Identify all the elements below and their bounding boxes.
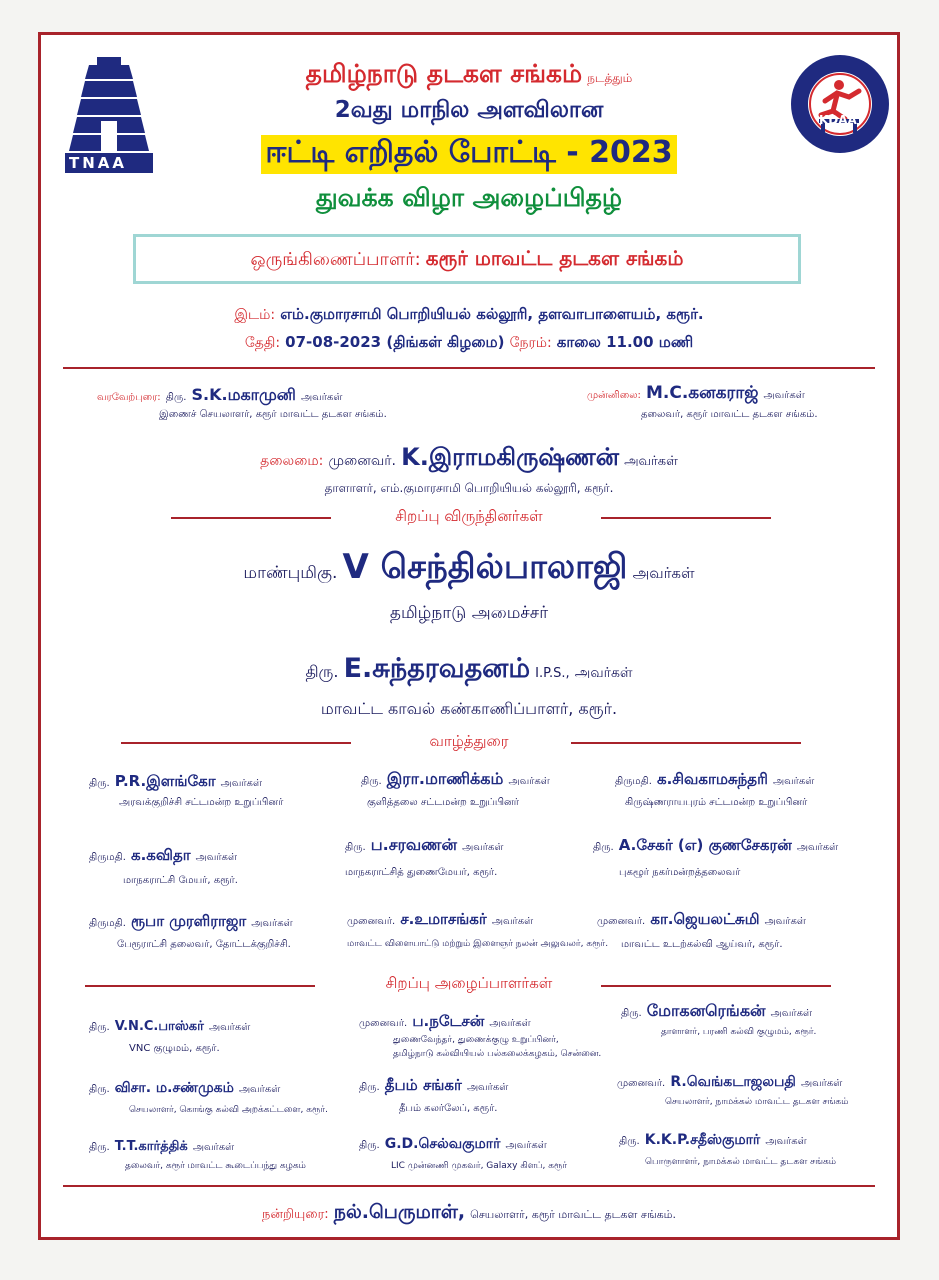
greeting-3: திருமதி. க.சிவகாமசுந்தரி அவர்கள் xyxy=(615,770,815,788)
lead-desc: தலைவர், கரூர் மாவட்ட தடகள சங்கம். xyxy=(641,409,818,420)
greeting-3-desc: கிருஷ்ணராயபுரம் சட்டமன்ற உறுப்பினர் xyxy=(625,797,808,808)
invitee-9-desc: பொருளாளர், நாமக்கல் மாவட்ட தடகள சங்கம் xyxy=(645,1157,837,1167)
invitee-2: முனைவர். ப.நடேசன் அவர்கள் xyxy=(359,1012,531,1030)
invitee-6: முனைவர். R.வெங்கடாஜலபதி அவர்கள் xyxy=(617,1074,843,1090)
guest1-desc: தமிழ்நாடு அமைச்சர் xyxy=(389,603,549,623)
divider xyxy=(63,367,875,369)
guest1: மாண்புமிகு. V செந்தில்பாலாஜி அவர்கள் xyxy=(243,547,695,587)
guest2: திரு. E.சுந்தரவதனம் I.P.S., அவர்கள் xyxy=(305,653,633,684)
greeting-4-desc: மாநகராட்சி மேயர், கரூர். xyxy=(123,875,238,886)
greeting-5: திரு. ப.சரவணன் அவர்கள் xyxy=(345,835,504,854)
special-guests-heading: சிறப்பு விருந்தினர்கள் xyxy=(395,507,543,525)
header-title-line4: துவக்க விழா அழைப்பிதழ் xyxy=(316,183,622,212)
organiser-box xyxy=(133,234,801,284)
invitation-card xyxy=(38,32,900,1240)
venue-line xyxy=(41,304,897,325)
invitee-3: திரு. மோகனரெங்கன் அவர்கள் xyxy=(621,1001,812,1020)
invitee-4-desc: செயலாளர், கொங்கு கல்வி அறக்கட்டளை, கரூர். xyxy=(129,1105,328,1115)
greeting-4: திருமதி. க.கவிதா அவர்கள் xyxy=(89,846,237,864)
guest2-desc: மாவட்ட காவல் கண்காணிப்பாளர், கரூர். xyxy=(320,699,618,718)
lead-speaker: முன்னிலை: M.C.கனகராஜ் அவர்கள் xyxy=(587,383,805,403)
time-label: நேரம்: xyxy=(509,335,552,351)
greeting-2: திரு. இரா.மாணிக்கம் அவர்கள் xyxy=(361,769,550,788)
greeting-1: திரு. P.R.இளங்கோ அவர்கள் xyxy=(89,772,262,790)
invitee-2-desc: துணைவேந்தர், துணைக்குழு உறுப்பினர், xyxy=(393,1035,559,1045)
vote-of-thanks: நன்றியுரை: நல்.பெருமாள், செயலாளர், கரூர் மாவட்ட தடகள சங்கம். xyxy=(261,1201,676,1223)
venue-label: இடம்: xyxy=(234,307,276,323)
invitees-heading: சிறப்பு அழைப்பாளர்கள் xyxy=(385,974,553,992)
greeting-8-desc: மாவட்ட விளையாட்டு மற்றும் இளைஞர் நலன் அலுவலர், கரூர். xyxy=(347,939,609,949)
welcome-speaker: வரவேற்புரை: திரு. S.K.மகாமுனி அவர்கள் xyxy=(97,385,343,404)
invitee-7-desc: தலைவர், கரூர் மாவட்ட கூடைப்பந்து கழகம் xyxy=(125,1161,306,1171)
greeting-5-desc: மாநகராட்சித் துணைமேயர், கரூர். xyxy=(345,867,498,878)
greeting-7: திருமதி. ரூபா முரளிராஜா அவர்கள் xyxy=(89,912,293,930)
organiser-value: கரூர் மாவட்ட தடகள சங்கம் xyxy=(425,246,684,270)
datetime-line xyxy=(41,332,897,353)
invitee-9: திரு. K.K.P.சதீஸ்குமார் அவர்கள் xyxy=(619,1132,807,1148)
greeting-6: திரு. A.சேகர் (எ) குணசேகரன் அவர்கள் xyxy=(593,836,839,854)
invitee-1: திரு. V.N.C.பாஸ்கர் அவர்கள் xyxy=(89,1019,251,1034)
invitee-1-desc: VNC குழுமம், கரூர். xyxy=(129,1043,220,1054)
event-title: ஈட்டி எறிதல் போட்டி - 2023 xyxy=(261,135,676,174)
date-label: தேதி: xyxy=(244,335,281,351)
org-suffix: நடத்தும் xyxy=(587,71,633,85)
invitee-5: திரு. தீபம் சங்கர் அவர்கள் xyxy=(359,1076,509,1094)
greeting-7-desc: பேரூராட்சி தலைவர், தோட்டக்குறிச்சி. xyxy=(117,939,291,950)
org-title: தமிழ்நாடு தடகள சங்கம் xyxy=(305,59,583,88)
invitee-3-desc: தாளாளர், பரணி கல்வி குழுமம், கரூர். xyxy=(661,1027,817,1037)
time-value: காலை 11.00 மணி xyxy=(556,333,694,351)
header-title-line1 xyxy=(41,59,897,92)
invitee-4: திரு. விசா. ம.சண்முகம் அவர்கள் xyxy=(89,1080,281,1096)
invitee-8-desc: LIC முன்னணி முகவர், Galaxy கிளப், கரூர் xyxy=(391,1161,568,1171)
greeting-8: முனைவர். ச.உமாசங்கர் அவர்கள் xyxy=(347,910,534,928)
greeting-9: முனைவர். கா.ஜெயலட்சுமி அவர்கள் xyxy=(597,910,806,928)
greeting-1-desc: அரவக்குறிச்சி சட்டமன்ற உறுப்பினர் xyxy=(119,797,284,808)
chair-desc: தாளாளர், எம்.குமாரசாமி பொறியியல் கல்லூரி, கரூர். xyxy=(324,481,614,495)
invitee-5-desc: தீபம் கலர்லேப், கரூர். xyxy=(399,1103,498,1114)
venue-value: எம்.குமாரசாமி பொறியியல் கல்லூரி, தளவாபாளையம், கரூர். xyxy=(280,305,704,323)
kdaa-logo-text: KDAA xyxy=(819,113,857,127)
header-title-line2: 2வது மாநில அளவிலான xyxy=(334,97,604,123)
invitee-8: திரு. G.D.செல்வகுமார் அவர்கள் xyxy=(359,1136,547,1152)
greeting-2-desc: குளித்தலை சட்டமன்ற உறுப்பினர் xyxy=(367,797,519,808)
divider xyxy=(63,1185,875,1187)
date-value: 07-08-2023 (திங்கள் கிழமை) xyxy=(285,333,505,351)
welcome-desc: இணைச் செயலாளர், கரூர் மாவட்ட தடகள சங்கம். xyxy=(159,409,387,420)
greetings-heading: வாழ்த்துரை xyxy=(429,732,509,750)
organiser-label: ஒருங்கிணைப்பாளர்: xyxy=(250,249,421,270)
invitee-2-desc2: தமிழ்நாடு கல்வியியல் பல்கலைக்கழகம், சென்னை. xyxy=(393,1049,602,1059)
invitee-6-desc: செயலாளர், நாமக்கல் மாவட்ட தடகள சங்கம் xyxy=(665,1097,849,1107)
chair-speaker: தலைமை: முனைவர். K.இராமகிருஷ்ணன் அவர்கள் xyxy=(260,443,678,471)
tnaa-logo-text: TNAA xyxy=(69,154,128,172)
invitee-7: திரு. T.T.கார்த்திக் அவர்கள் xyxy=(89,1139,235,1154)
header-title-line3 xyxy=(41,135,897,174)
greeting-9-desc: மாவட்ட உடற்கல்வி ஆய்வர், கரூர். xyxy=(621,939,783,950)
greeting-6-desc: புகழூர் நகர்மன்றத்தலைவர் xyxy=(619,867,741,878)
